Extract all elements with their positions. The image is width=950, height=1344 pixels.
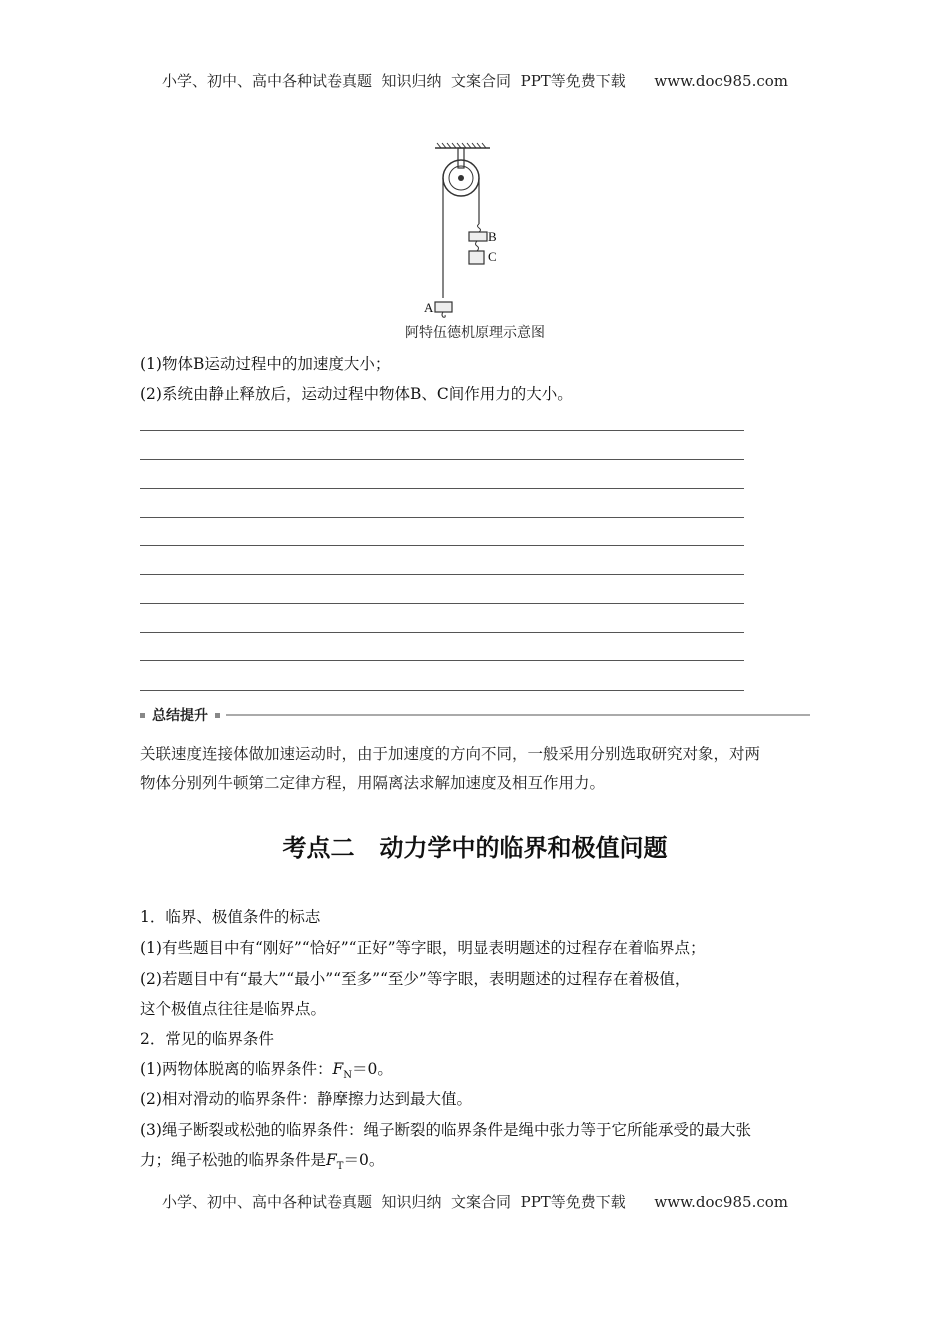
summary-line-1: 关联速度连接体做加速运动时，由于加速度的方向不同，一般采用分别选取研究对象，对两 <box>140 745 761 763</box>
answer-line <box>140 545 744 546</box>
answer-line <box>140 660 744 661</box>
atwood-machine-diagram <box>400 140 580 345</box>
pulley-bracket <box>458 148 464 168</box>
condition-3-prefix: 力；绳子松弛的临界条件是 <box>140 1151 327 1169</box>
item-line: (1)有些题目中有“刚好”“恰好”“正好”等字眼，明显表明题述的过程存在着临界点； <box>140 939 706 957</box>
force-subscript: T <box>336 1161 344 1173</box>
section-title: 考点二 动力学中的临界和极值问题 <box>282 834 668 862</box>
answer-line <box>140 632 744 633</box>
square-bullet-icon <box>140 713 145 718</box>
answer-line <box>140 690 744 691</box>
figure-caption: 阿特伍德机原理示意图 <box>405 325 545 341</box>
item-line: 这个极值点往往是临界点。 <box>140 1000 327 1018</box>
condition-1 <box>140 1057 393 1081</box>
square-bullet-icon <box>215 713 220 718</box>
item-heading-2: 2．常见的临界条件 <box>140 1030 274 1048</box>
question-2: (2)系统由静止释放后，运动过程中物体B、C间作用力的大小。 <box>140 385 573 403</box>
condition-3-line-2 <box>140 1148 384 1172</box>
block-a <box>435 302 452 312</box>
block-b <box>469 232 487 241</box>
summary-line-2: 物体分别列牛顿第二定律方程，用隔离法求解加速度及相互作用力。 <box>140 774 606 792</box>
summary-header <box>140 705 810 725</box>
block-c <box>469 251 484 264</box>
item-heading-1: 1．临界、极值条件的标志 <box>140 908 321 926</box>
hook-a <box>442 312 445 317</box>
condition-1-suffix: ＝0。 <box>351 1060 393 1078</box>
page-footer: 小学、初中、高中各种试卷真题 知识归纳 文案合同 PPT等免费下载 www.doc985.com <box>161 1193 788 1211</box>
force-symbol: F <box>326 1151 337 1169</box>
answer-line <box>140 488 744 489</box>
condition-3-line-1: (3)绳子断裂或松弛的临界条件：绳子断裂的临界条件是绳中张力等于它所能承受的最大张 <box>140 1121 751 1139</box>
item-line: (2)若题目中有“最大”“最小”“至多”“至少”等字眼，表明题述的过程存在着极值， <box>140 970 691 988</box>
condition-3-suffix: ＝0。 <box>343 1151 385 1169</box>
answer-line <box>140 603 744 604</box>
pulley-axle <box>458 175 464 181</box>
summary-title: 总结提升 <box>152 708 208 724</box>
page-header: 小学、初中、高中各种试卷真题 知识归纳 文案合同 PPT等免费下载 www.doc985.com <box>161 72 788 90</box>
hook-b <box>478 224 481 232</box>
answer-line <box>140 574 744 575</box>
summary-divider <box>226 714 810 716</box>
label-c: C <box>488 249 497 264</box>
label-a: A <box>424 300 434 315</box>
label-b: B <box>488 229 497 244</box>
answer-line <box>140 459 744 460</box>
answer-line <box>140 430 744 431</box>
question-1: (1)物体B运动过程中的加速度大小； <box>140 355 391 373</box>
force-symbol: F <box>332 1060 344 1078</box>
hook-bc <box>476 241 479 251</box>
condition-1-prefix: (1)两物体脱离的临界条件： <box>140 1060 333 1078</box>
force-subscript: N <box>343 1070 352 1082</box>
condition-2: (2)相对滑动的临界条件：静摩擦力达到最大值。 <box>140 1090 472 1108</box>
answer-line <box>140 517 744 518</box>
